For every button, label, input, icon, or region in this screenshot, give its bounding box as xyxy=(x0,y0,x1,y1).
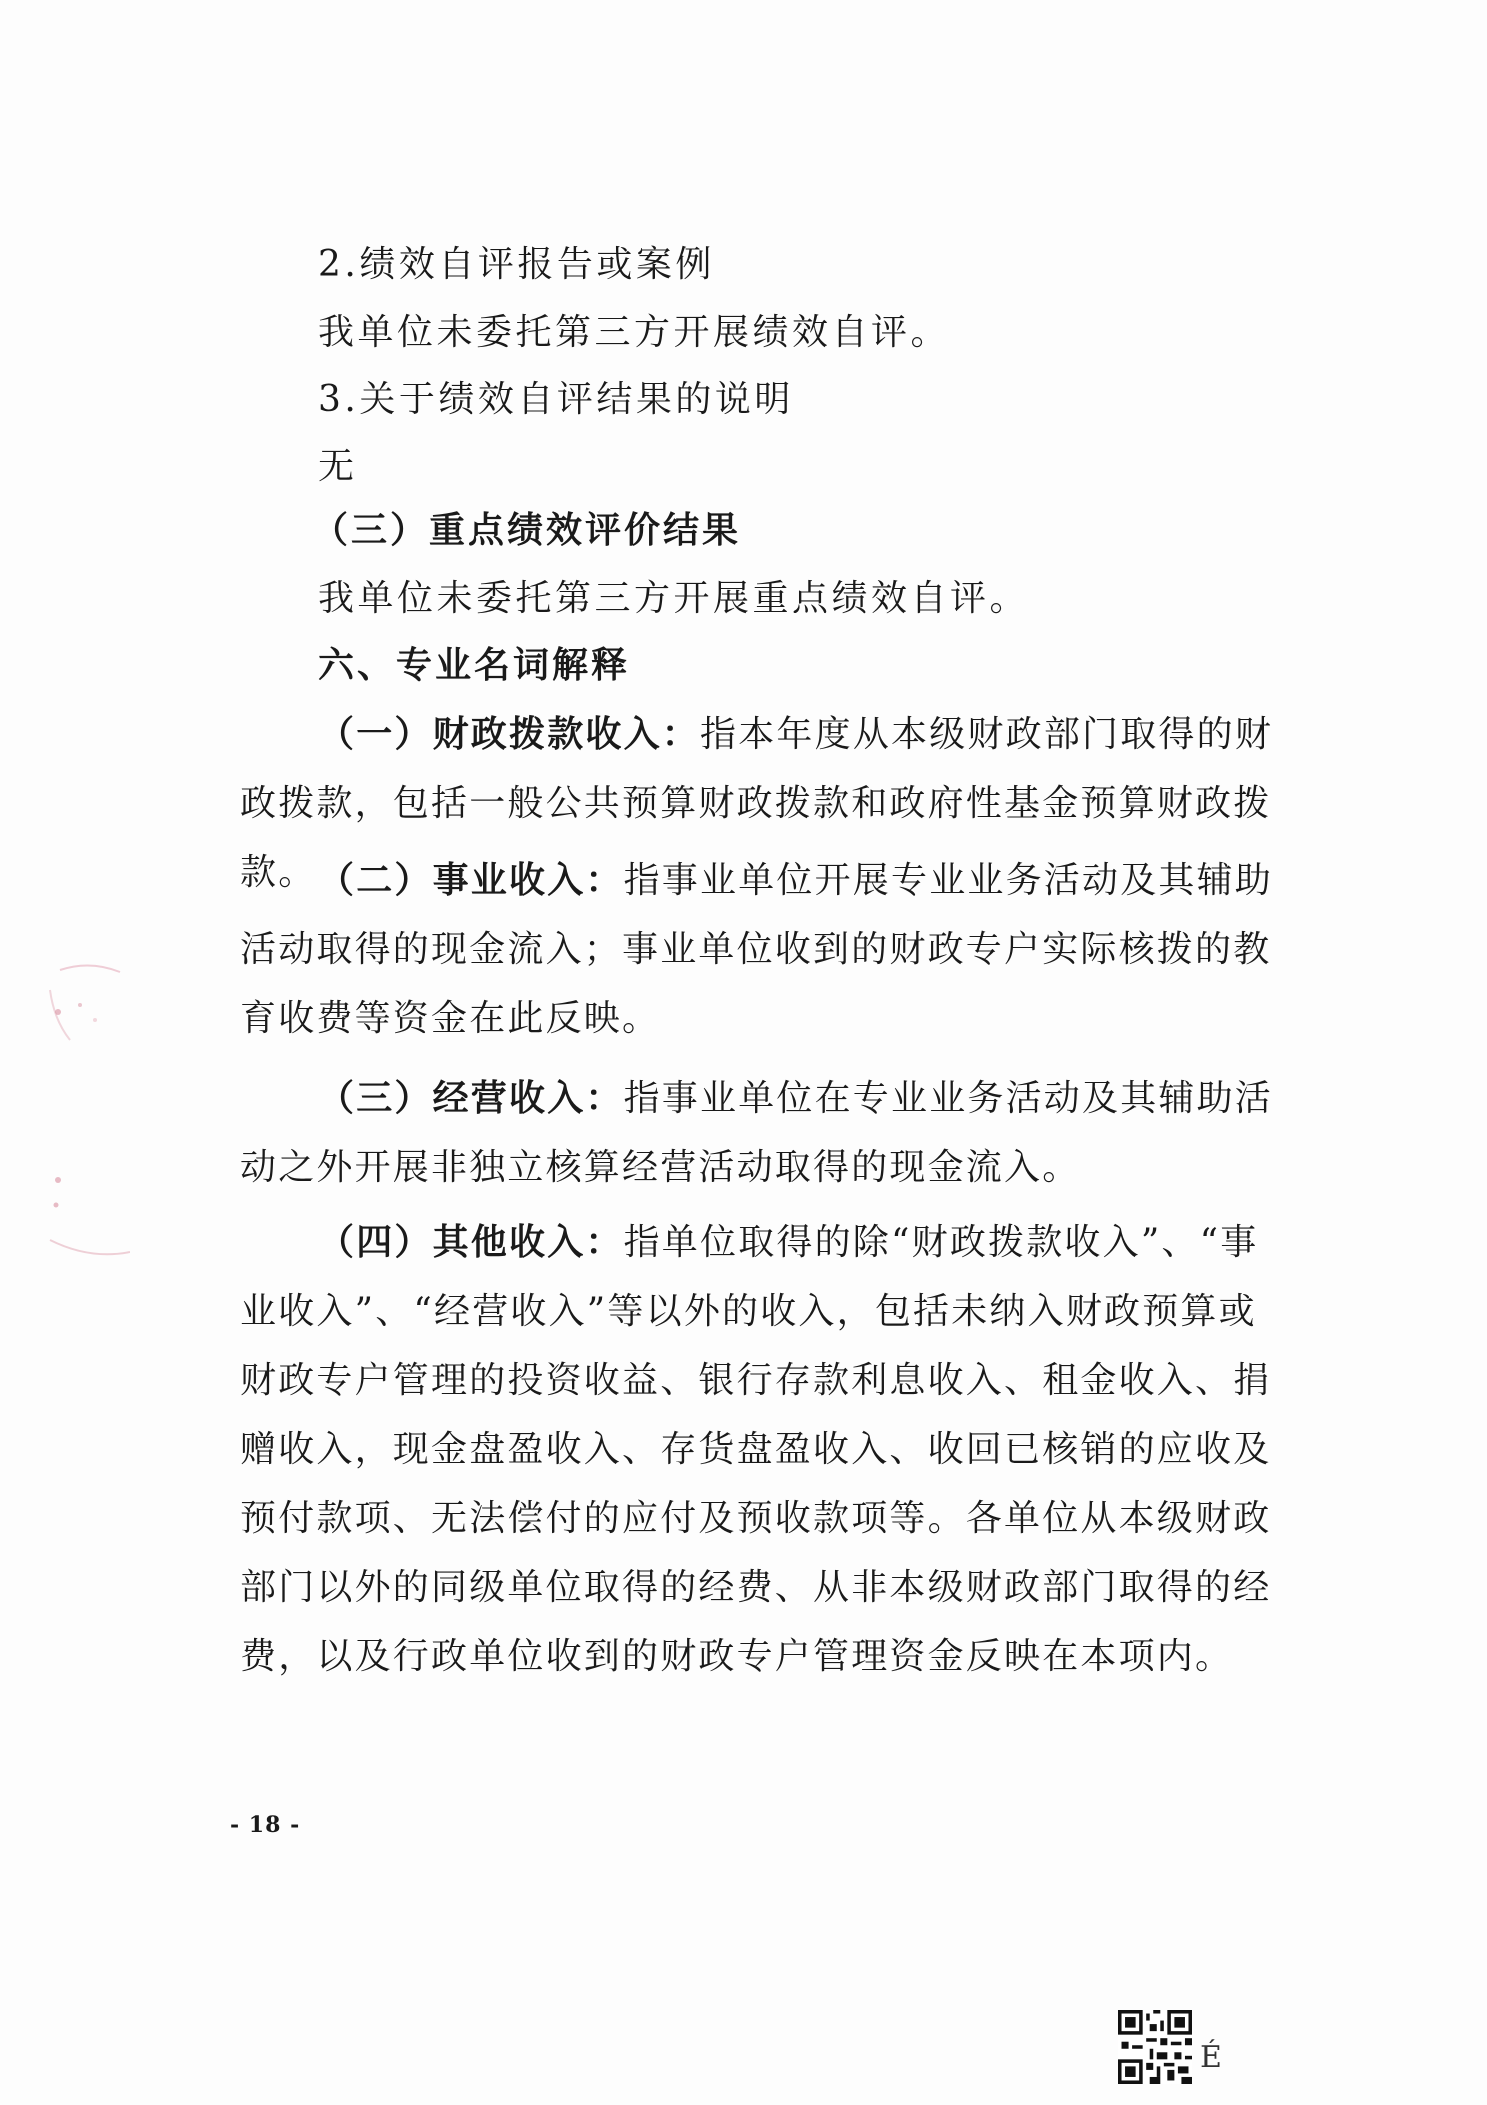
definition-business-income xyxy=(240,846,1280,1053)
section-3-body: 我单位未委托第三方开展重点绩效自评。 xyxy=(318,578,1030,619)
definition-operating-income xyxy=(240,1064,1280,1202)
definition-term: （四）其他收入： xyxy=(318,1222,624,1263)
subsection-3-body: 无 xyxy=(318,446,358,487)
definition-term: （三）经营收入： xyxy=(318,1078,624,1119)
definition-term: （二）事业收入： xyxy=(318,860,624,901)
corner-mark: É xyxy=(1200,2040,1222,2075)
subsection-2-title: 2.绩效自评报告或案例 xyxy=(318,244,715,285)
definition-text: 指单位取得的除“财政拨款收入”、“事业收入”、“经营收入”等以外的收入，包括未纳入财政预算或财政专户管理的投资收益、银行存款利息收入、租金收入、捐赠收入，现金盘盈收入、存货盘盈收入、收回已核销的应收及预付款项、无法偿付的应付及预收款项等。各单位从本级财政部门以外的同级单位取得的经费、从非本级财政部门取得的经费，以及行政单位收到的财政专户管理资金反映在本项内。 xyxy=(240,1222,1272,1677)
definition-term: （一）财政拨款收入： xyxy=(318,714,701,755)
subsection-3-title: 3.关于绩效自评结果的说明 xyxy=(318,379,794,420)
definition-other-income xyxy=(240,1208,1280,1691)
section-3-heading: （三）重点绩效评价结果 xyxy=(312,510,742,551)
page-number: - 18 - xyxy=(230,1812,301,1838)
section-6-heading: 六、专业名词解释 xyxy=(318,645,631,686)
definition-text: 指事业单位在专业业务活动及其辅助活动之外开展非独立核算经营活动取得的现金流入。 xyxy=(240,1078,1274,1188)
seal-trace-icon xyxy=(40,960,130,1070)
subsection-2-body: 我单位未委托第三方开展绩效自评。 xyxy=(318,312,951,353)
definition-text: 指事业单位开展专业业务活动及其辅助活动取得的现金流入；事业单位收到的财政专户实际核拨的教育收费等资金在此反映。 xyxy=(240,860,1274,1039)
seal-trace-icon xyxy=(40,1160,130,1270)
qr-code-icon xyxy=(1118,2010,1192,2084)
definition-text: 指本年度从本级财政部门取得的财政拨款，包括一般公共预算财政拨款和政府性基金预算财政拨款。 xyxy=(240,714,1274,893)
